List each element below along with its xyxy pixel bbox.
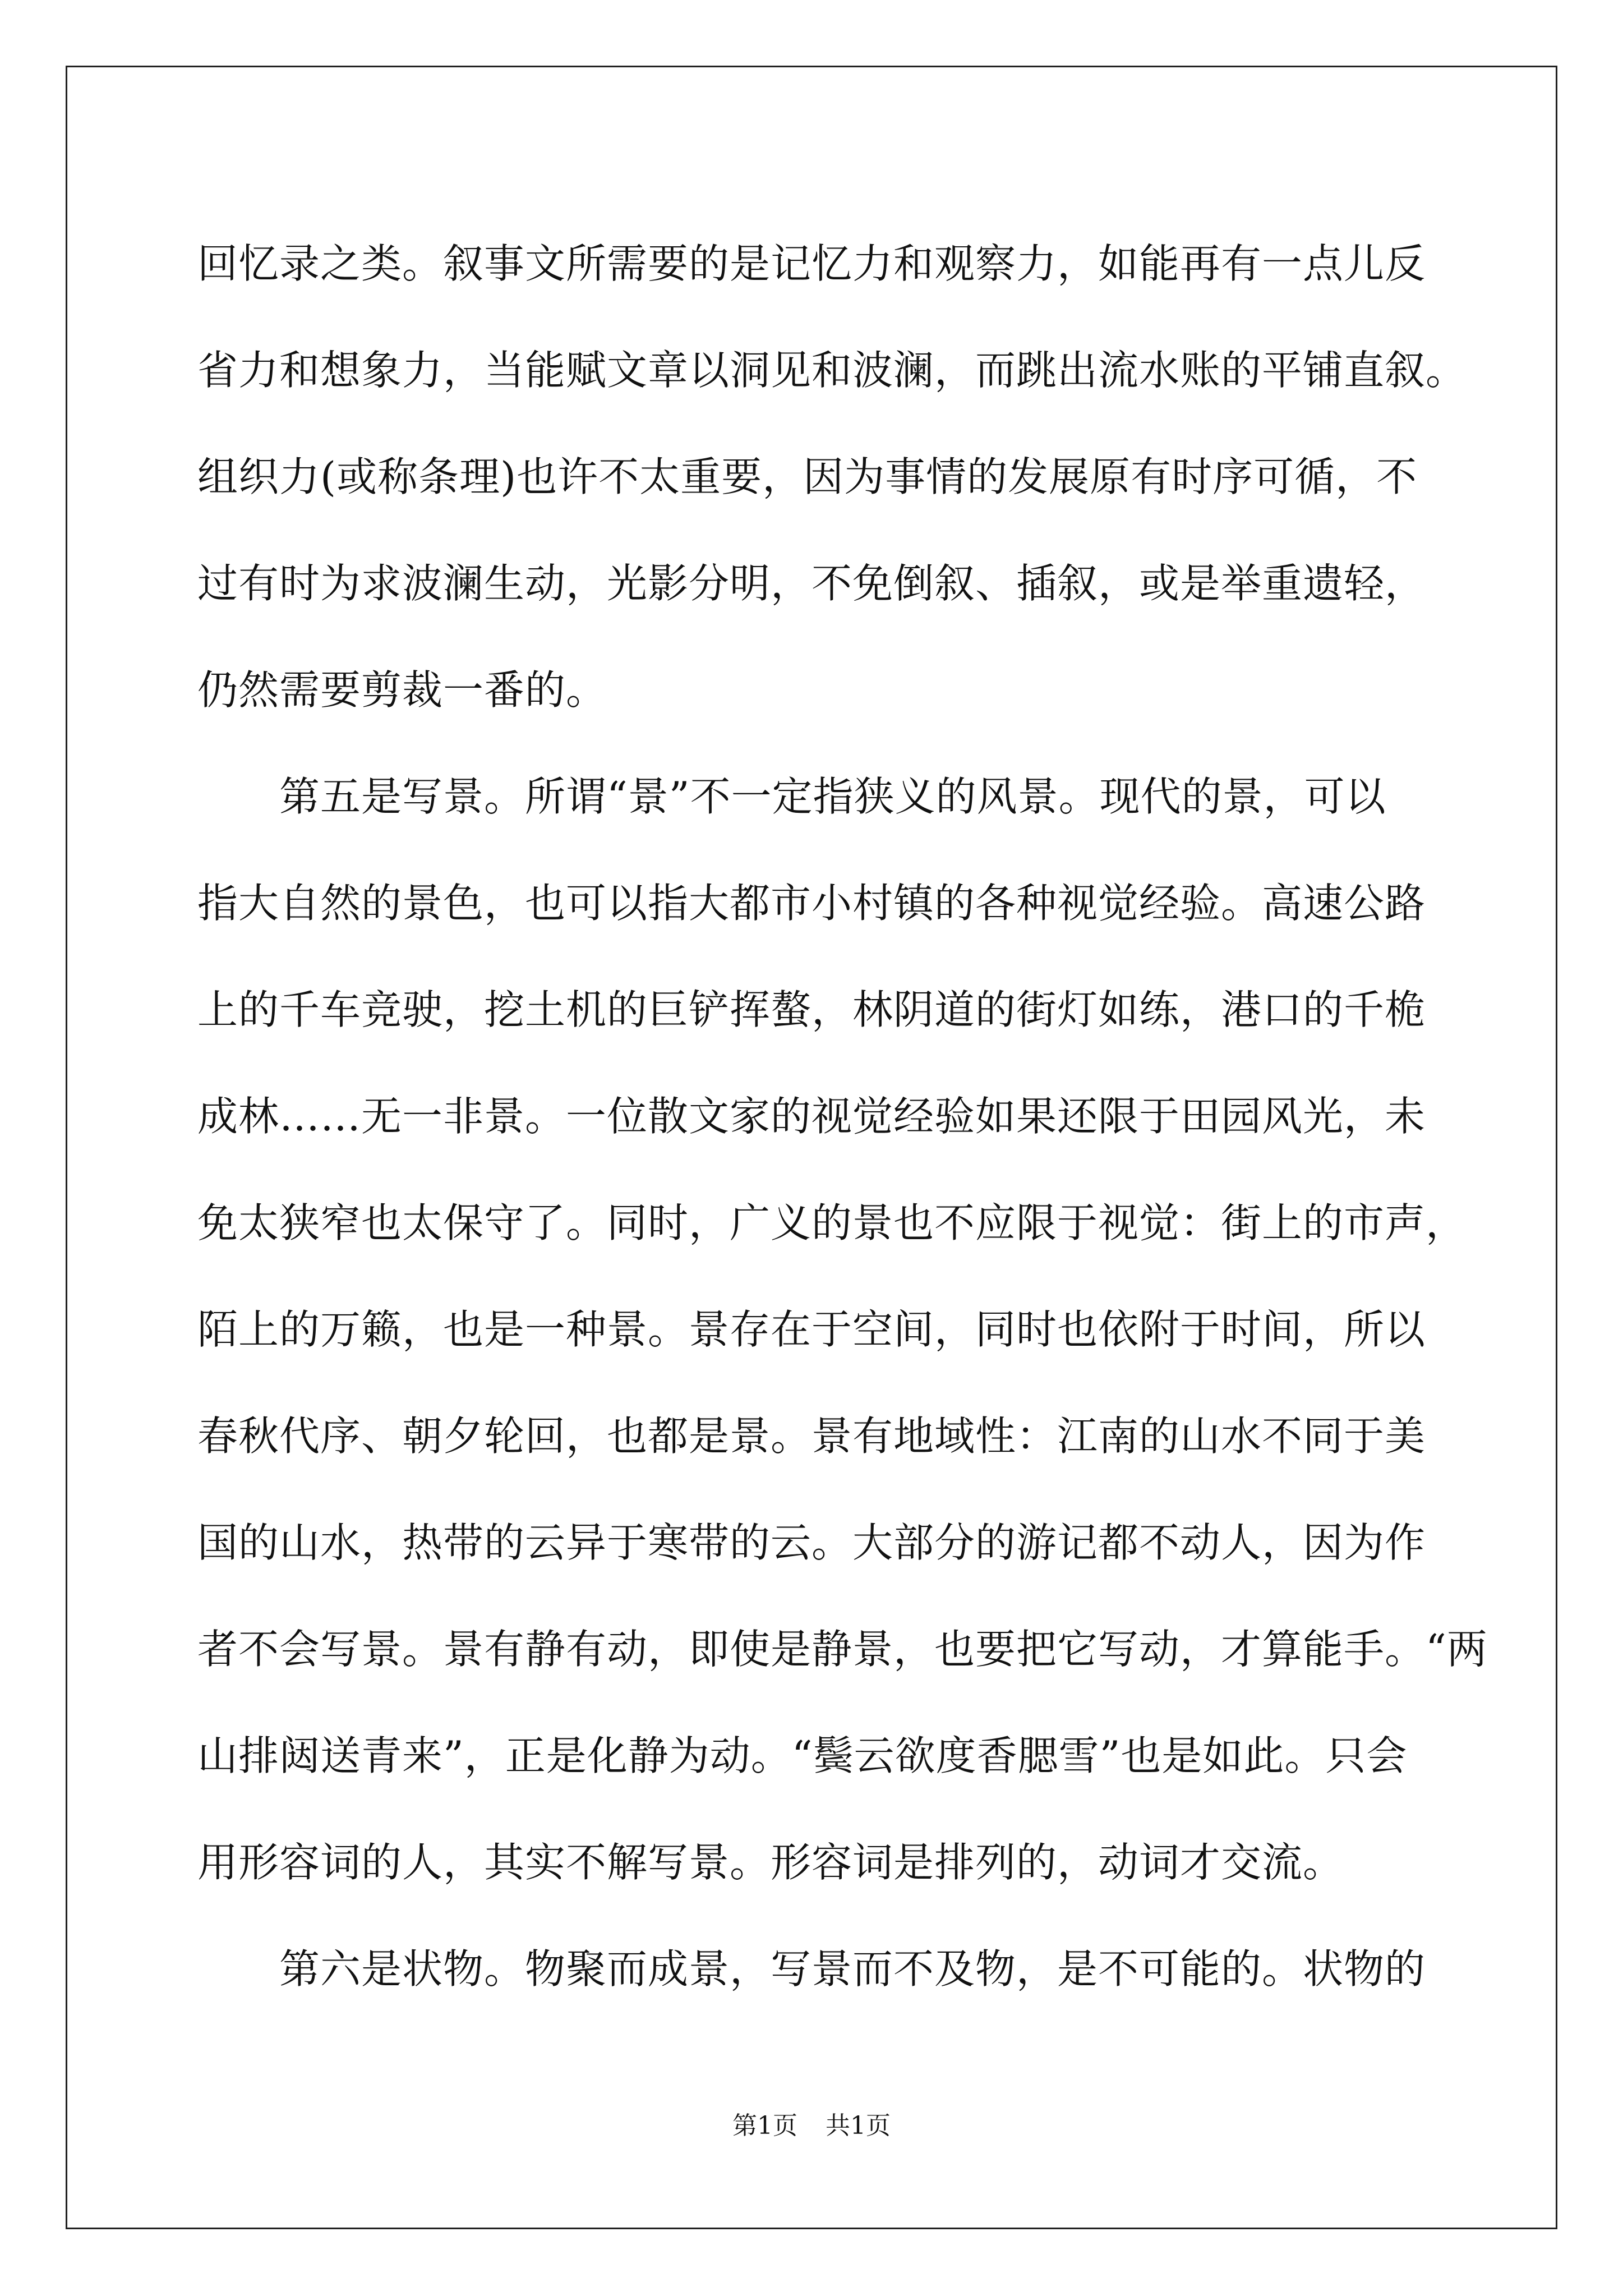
page-total: 共1页 — [826, 2111, 891, 2140]
text-line: 上的千车竞驶，挖土机的巨铲挥螯，林阴道的街灯如练，港口的千桅 — [197, 986, 1426, 1033]
text-line: 过有时为求波澜生动，光影分明，不免倒叙、插叙，或是举重遗轻， — [197, 560, 1426, 607]
text-line: 免太狭窄也太保守了。同时，广义的景也不应限于视觉：街上的市声， — [197, 1199, 1467, 1246]
text-line: 者不会写景。景有静有动，即使是静景，也要把它写动，才算能手。“两 — [197, 1626, 1488, 1673]
text-line: 春秋代序、朝夕轮回，也都是景。景有地域性：江南的山水不同于美 — [197, 1412, 1426, 1460]
page-footer — [0, 2109, 1623, 2143]
text-line: 山排闼送青来”，正是化静为动。“鬓云欲度香腮雪”也是如此。只会 — [197, 1732, 1408, 1779]
text-line: 第五是写景。所谓“景”不一定指狭义的风景。现代的景，可以 — [197, 773, 1386, 820]
text-line: 第六是状物。物聚而成景，写景而不及物，是不可能的。状物的 — [197, 1945, 1426, 1993]
document-body — [197, 210, 1488, 2022]
text-line: 成林……无一非景。一位散文家的视觉经验如果还限于田园风光，未 — [197, 1093, 1426, 1140]
text-line: 指大自然的景色，也可以指大都市小村镇的各种视觉经验。高速公路 — [197, 880, 1426, 927]
page-number: 第1页 — [732, 2111, 797, 2140]
text-line: 国的山水，热带的云异于寒带的云。大部分的游记都不动人，因为作 — [197, 1519, 1426, 1566]
text-line: 省力和想象力，当能赋文章以洞见和波澜，而跳出流水账的平铺直叙。 — [197, 347, 1467, 394]
text-line: 回忆录之类。叙事文所需要的是记忆力和观察力，如能再有一点儿反 — [197, 240, 1426, 287]
text-line: 组织力(或称条理)也许不太重要，因为事情的发展原有时序可循，不 — [197, 453, 1418, 500]
text-line: 陌上的万籁，也是一种景。景存在于空间，同时也依附于时间，所以 — [197, 1306, 1426, 1353]
text-line: 仍然需要剪裁一番的。 — [197, 666, 607, 714]
text-line: 用形容词的人，其实不解写景。形容词是排列的，动词才交流。 — [197, 1839, 1344, 1886]
